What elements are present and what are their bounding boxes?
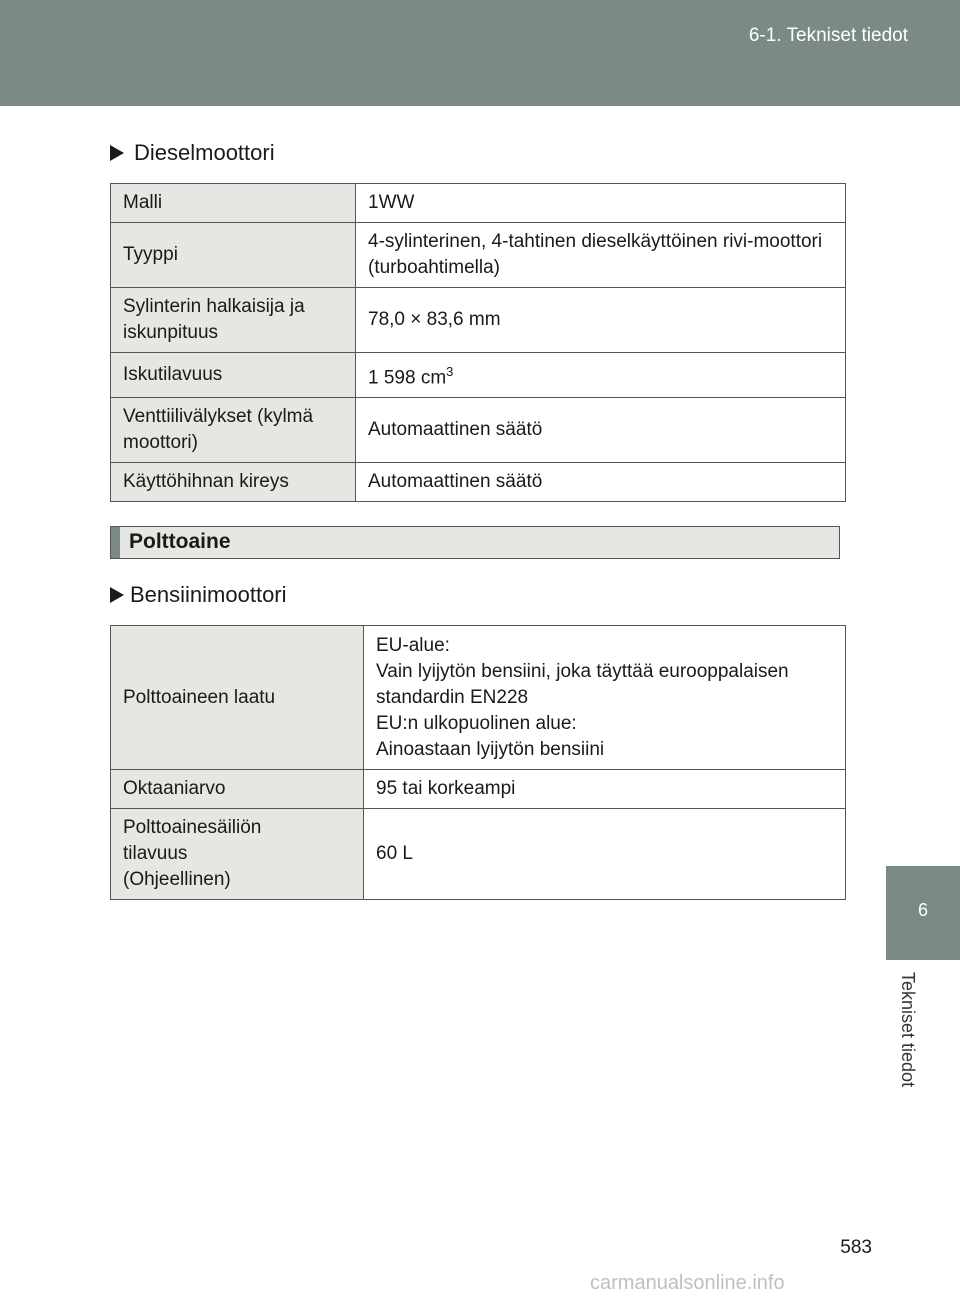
table-row — [111, 398, 846, 463]
fuel-section-bar — [110, 526, 840, 559]
row-value: Automaattinen säätö — [356, 398, 846, 463]
chapter-side-label: Tekniset tiedot — [898, 972, 918, 1088]
row-label: Oktaaniarvo — [111, 770, 364, 809]
petrol-spec-table — [110, 625, 846, 900]
petrol-heading — [110, 582, 287, 608]
diesel-spec-table — [110, 183, 846, 502]
table-row — [111, 770, 846, 809]
table-row — [111, 288, 846, 353]
row-value: 78,0 × 83,6 mm — [356, 288, 846, 353]
displacement-unit-exponent: 3 — [446, 364, 454, 379]
row-value: 95 tai korkeampi — [364, 770, 846, 809]
diesel-heading — [110, 140, 275, 166]
value-line: standardin EN228 — [376, 686, 529, 708]
row-value — [364, 626, 846, 770]
table-row — [111, 223, 846, 288]
page-header — [0, 0, 960, 106]
table-row — [111, 626, 846, 770]
table-row — [111, 463, 846, 502]
label-line: (Ohjeellinen) — [123, 869, 231, 890]
row-label: Sylinterin halkaisija ja iskunpituus — [111, 288, 356, 353]
triangle-bullet-icon — [110, 587, 124, 603]
row-label: Käyttöhihnan kireys — [111, 463, 356, 502]
page-number: 583 — [840, 1237, 872, 1258]
chapter-tab — [886, 866, 960, 960]
value-line: Ainoastaan lyijytön bensiini — [376, 738, 605, 760]
label-line: Polttoainesäiliön — [123, 817, 262, 838]
petrol-heading-text: Bensiinimoottori — [130, 582, 287, 607]
triangle-bullet-icon — [110, 145, 124, 161]
row-value: 1WW — [356, 184, 846, 223]
value-line: Vain lyijytön bensiini, joka täyttää eurooppalaisen — [376, 660, 789, 682]
value-line: EU:n ulkopuolinen alue: — [376, 712, 577, 734]
diesel-heading-text: Dieselmoottori — [134, 140, 275, 165]
row-value: 4-sylinterinen, 4-tahtinen dieselkäyttöinen rivi-moottori (turboahtimella) — [356, 223, 846, 288]
watermark: carmanualsonline.info — [590, 1272, 785, 1294]
row-label — [111, 809, 364, 900]
row-label: Venttiilivälykset (kylmä moottori) — [111, 398, 356, 463]
table-row — [111, 184, 846, 223]
chapter-title: 6-1. Tekniset tiedot — [748, 25, 908, 46]
table-row — [111, 809, 846, 900]
row-label: Tyyppi — [111, 223, 356, 288]
row-label: Iskutilavuus — [111, 353, 356, 398]
section-marker — [111, 527, 120, 558]
row-value — [356, 353, 846, 398]
row-label: Malli — [111, 184, 356, 223]
table-row — [111, 353, 846, 398]
row-value: 60 L — [364, 809, 846, 900]
displacement-value: 1 598 cm — [368, 367, 447, 389]
value-line: EU-alue: — [376, 634, 450, 656]
fuel-section-title: Polttoaine — [129, 530, 231, 553]
chapter-number: 6 — [917, 900, 928, 920]
row-label: Polttoaineen laatu — [111, 626, 364, 770]
row-value: Automaattinen säätö — [356, 463, 846, 502]
label-line: tilavuus — [123, 843, 188, 864]
